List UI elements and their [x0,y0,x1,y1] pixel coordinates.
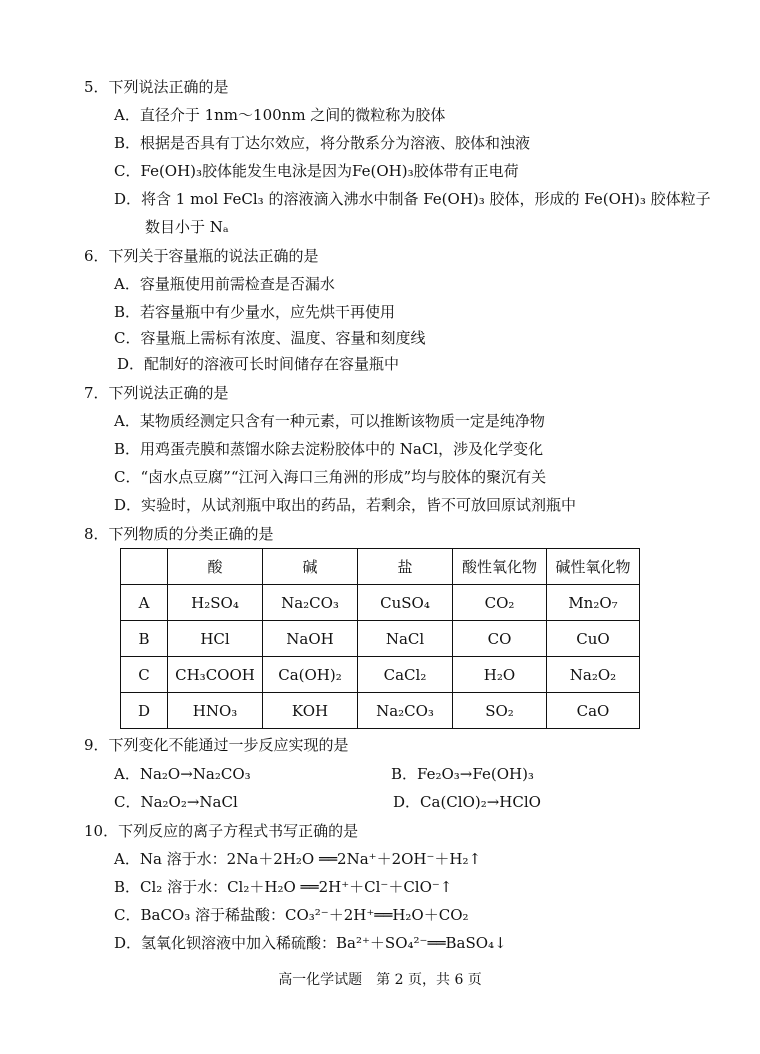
q6-option-a: A．容量瓶使用前需检查是否漏水 [114,275,335,293]
q7-stem: 7．下列说法正确的是 [84,384,229,402]
table-cell: A [121,585,168,621]
table-cell: C [121,657,168,693]
table-row [121,621,640,657]
q6-option-c: C．容量瓶上需标有浓度、温度、容量和刻度线 [114,329,426,347]
table-cell: Ca(OH)₂ [263,657,358,693]
table-header-cell: 盐 [358,549,453,585]
table-cell: Na₂O₂ [547,657,640,693]
table-cell: CuO [547,621,640,657]
table-header-row [121,549,640,585]
q5-option-d-continued: 数目小于 Nₐ [145,218,229,236]
q9-option-a: A．Na₂O→Na₂CO₃ [114,765,251,783]
q5-stem: 5．下列说法正确的是 [84,78,229,96]
table-cell: CaO [547,693,640,729]
table-cell: NaCl [358,621,453,657]
table-row [121,693,640,729]
table-cell: HNO₃ [168,693,263,729]
table-cell: H₂O [453,657,547,693]
q6-stem: 6．下列关于容量瓶的说法正确的是 [84,247,319,265]
q8-stem: 8．下列物质的分类正确的是 [84,525,274,543]
q9-stem: 9．下列变化不能通过一步反应实现的是 [84,736,349,754]
table-cell: D [121,693,168,729]
table-cell: HCl [168,621,263,657]
page-footer: 高一化学试题 第 2 页，共 6 页 [278,972,482,988]
q7-option-b: B．用鸡蛋壳膜和蒸馏水除去淀粉胶体中的 NaCl，涉及化学变化 [114,440,544,458]
table-header-cell: 酸 [168,549,263,585]
q10-option-d: D．氢氧化钡溶液中加入稀硫酸：Ba²⁺＋SO₄²⁻══BaSO₄↓ [114,934,507,952]
q5-option-a: A．直径介于 1nm～100nm 之间的微粒称为胶体 [114,106,446,124]
q5-option-d: D．将含 1 mol FeCl₃ 的溶液滴入沸水中制备 Fe(OH)₃ 胶体，形成的 Fe(OH)₃ 胶体粒子 [114,190,711,208]
table-cell: CO [453,621,547,657]
table-cell: CO₂ [453,585,547,621]
table-cell: CuSO₄ [358,585,453,621]
table-cell: Na₂CO₃ [358,693,453,729]
q9-option-b: B．Fe₂O₃→Fe(OH)₃ [391,765,534,783]
q10-option-a: A．Na 溶于水：2Na＋2H₂O ══2Na⁺＋2OH⁻＋H₂↑ [114,850,482,868]
table-cell: CH₃COOH [168,657,263,693]
table-cell: SO₂ [453,693,547,729]
q10-option-c: C．BaCO₃ 溶于稀盐酸：CO₃²⁻＋2H⁺══H₂O＋CO₂ [114,906,469,924]
table-cell: Mn₂O₇ [547,585,640,621]
table-cell: B [121,621,168,657]
table-cell: Na₂CO₃ [263,585,358,621]
q6-option-b: B．若容量瓶中有少量水，应先烘干再使用 [114,303,396,321]
table-row [121,585,640,621]
q7-option-d: D．实验时，从试剂瓶中取出的药品，若剩余，皆不可放回原试剂瓶中 [114,496,577,514]
q6-option-d: D．配制好的溶液可长时间储存在容量瓶中 [117,355,400,373]
table-cell: NaOH [263,621,358,657]
table-row [121,657,640,693]
classification-table [120,548,640,729]
table-header-cell: 碱性氧化物 [547,549,640,585]
table-header-cell: 碱 [263,549,358,585]
q7-option-a: A．某物质经测定只含有一种元素，可以推断该物质一定是纯净物 [114,412,545,430]
q9-option-d: D．Ca(ClO)₂→HClO [393,793,541,811]
q9-option-c: C．Na₂O₂→NaCl [114,793,238,811]
table-header-cell: 酸性氧化物 [453,549,547,585]
q5-option-b: B．根据是否具有丁达尔效应，将分散系分为溶液、胶体和浊液 [114,134,531,152]
q5-option-c: C．Fe(OH)₃胶体能发生电泳是因为Fe(OH)₃胶体带有正电荷 [114,162,519,180]
q10-option-b: B．Cl₂ 溶于水：Cl₂＋H₂O ══2H⁺＋Cl⁻＋ClO⁻↑ [114,878,453,896]
q10-stem: 10．下列反应的离子方程式书写正确的是 [84,822,359,840]
table-cell: H₂SO₄ [168,585,263,621]
table-cell: KOH [263,693,358,729]
table-header-cell [121,549,168,585]
q7-option-c: C．“卤水点豆腐”“江河入海口三角洲的形成”均与胶体的聚沉有关 [114,468,547,486]
table-cell: CaCl₂ [358,657,453,693]
